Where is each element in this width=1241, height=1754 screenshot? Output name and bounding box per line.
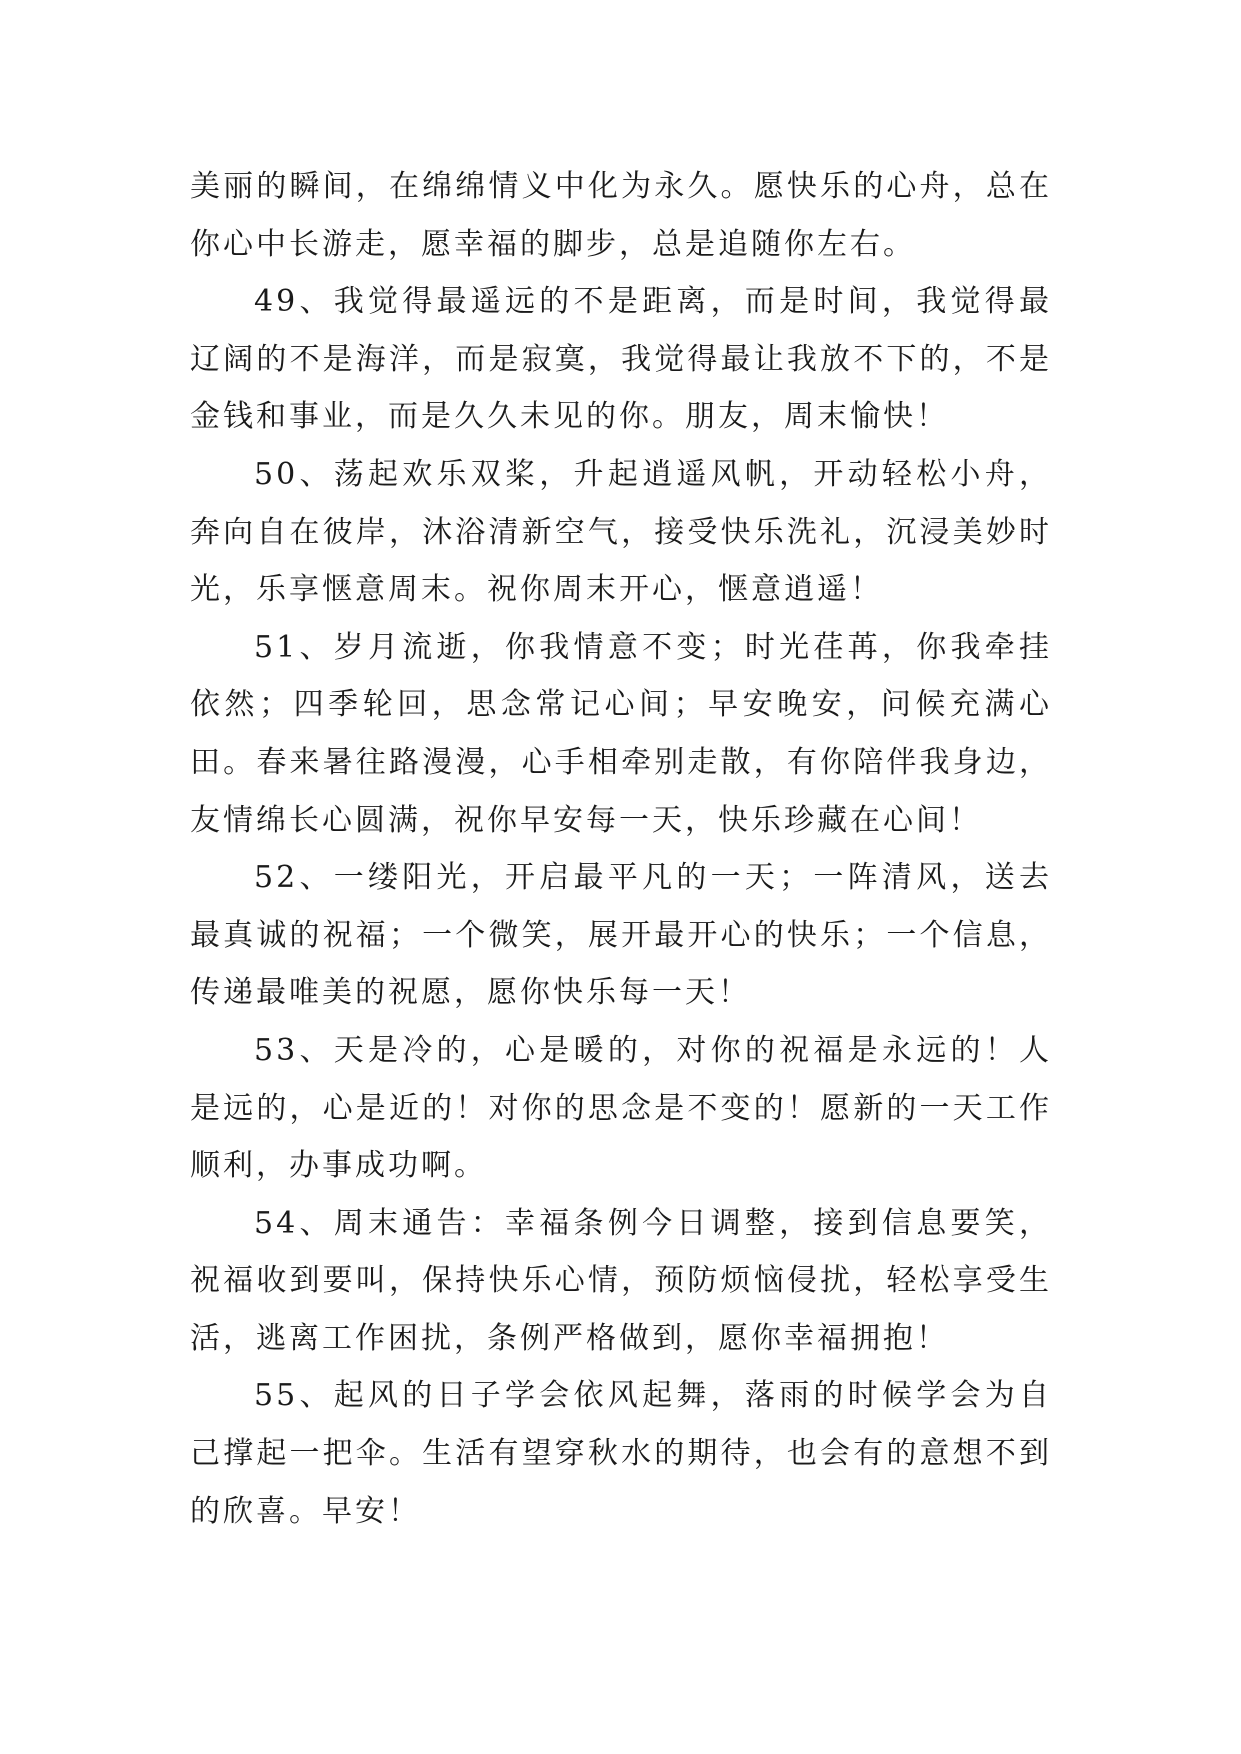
paragraph-continuation: 美丽的瞬间，在绵绵情义中化为永久。愿快乐的心舟，总在你心中长游走，愿幸福的脚步，总是追随你左右。: [190, 169, 1052, 262]
document-body: [190, 158, 1052, 1540]
paragraph-54: 54、周末通告：幸福条例今日调整，接到信息要笑，祝福收到要叫，保持快乐心情，预防烦恼侵扰，轻松享受生活，逃离工作困扰，条例严格做到，愿你幸福拥抱！: [190, 1205, 1052, 1356]
paragraph-51: 51、岁月流逝，你我情意不变；时光荏苒，你我牵挂依然；四季轮回，思念常记心间；早安晚安，问候充满心田。春来暑往路漫漫，心手相牵别走散，有你陪伴我身边，友情绵长心圆满，祝你早安每一天，快乐珍藏在心间！: [190, 629, 1052, 838]
paragraph-50: 50、荡起欢乐双桨，升起逍遥风帆，开动轻松小舟，奔向自在彼岸，沐浴清新空气，接受快乐洗礼，沉浸美妙时光，乐享惬意周末。祝你周末开心，惬意逍遥！: [190, 456, 1052, 608]
paragraph-52: 52、一缕阳光，开启最平凡的一天；一阵清风，送去最真诚的祝福；一个微笑，展开最开心的快乐；一个信息，传递最唯美的祝愿，愿你快乐每一天！: [190, 860, 1052, 1011]
paragraph-53: 53、天是冷的，心是暖的，对你的祝福是永远的！人是远的，心是近的！对你的思念是不变的！愿新的一天工作顺利，办事成功啊。: [190, 1032, 1052, 1184]
paragraph-55: 55、起风的日子学会依风起舞，落雨的时候学会为自己撑起一把伞。生活有望穿秋水的期待，也会有的意想不到的欣喜。早安！: [190, 1378, 1052, 1529]
paragraph-49: 49、我觉得最遥远的不是距离，而是时间，我觉得最辽阔的不是海洋，而是寂寞，我觉得最让我放不下的，不是金钱和事业，而是久久未见的你。朋友，周末愉快！: [190, 284, 1052, 435]
